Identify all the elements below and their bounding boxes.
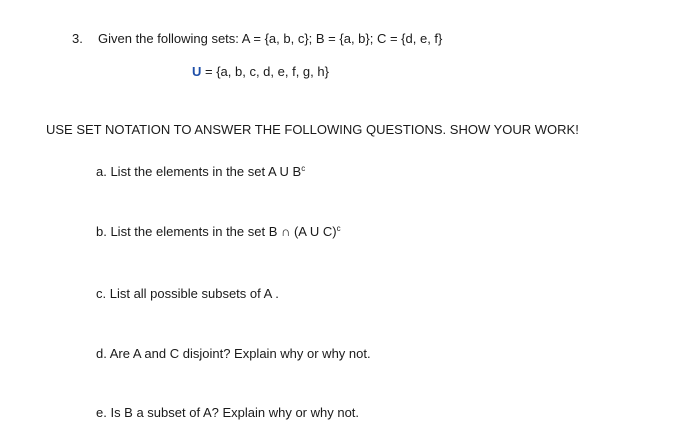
part-b-complement: c	[336, 224, 341, 233]
part-a-complement: c	[301, 164, 306, 173]
part-e-text: e. Is B a subset of A? Explain why or why not.	[96, 405, 360, 420]
universal-set	[192, 64, 329, 80]
question-intro: Given the following sets: A = {a, b, c}; B = {a, b}; C = {d, e, f}	[98, 31, 443, 46]
universal-set-symbol: U	[192, 64, 202, 79]
part-d	[96, 346, 371, 362]
part-d-text: d. Are A and C disjoint? Explain why or why not.	[96, 346, 371, 361]
part-c-text: c. List all possible subsets of A .	[96, 286, 279, 301]
part-a	[96, 164, 305, 180]
universal-set-elements: = {a, b, c, d, e, f, g, h}	[201, 64, 329, 79]
part-c	[96, 286, 279, 302]
part-e	[96, 405, 359, 421]
part-a-text: a. List the elements in the set A U B	[96, 164, 302, 179]
part-b-text: b. List the elements in the set B ∩ (A U C)	[96, 224, 337, 239]
part-b	[96, 224, 341, 240]
question-number: 3.	[72, 31, 83, 46]
instructions: USE SET NOTATION TO ANSWER THE FOLLOWING QUESTIONS. SHOW YOUR WORK!	[46, 122, 579, 137]
